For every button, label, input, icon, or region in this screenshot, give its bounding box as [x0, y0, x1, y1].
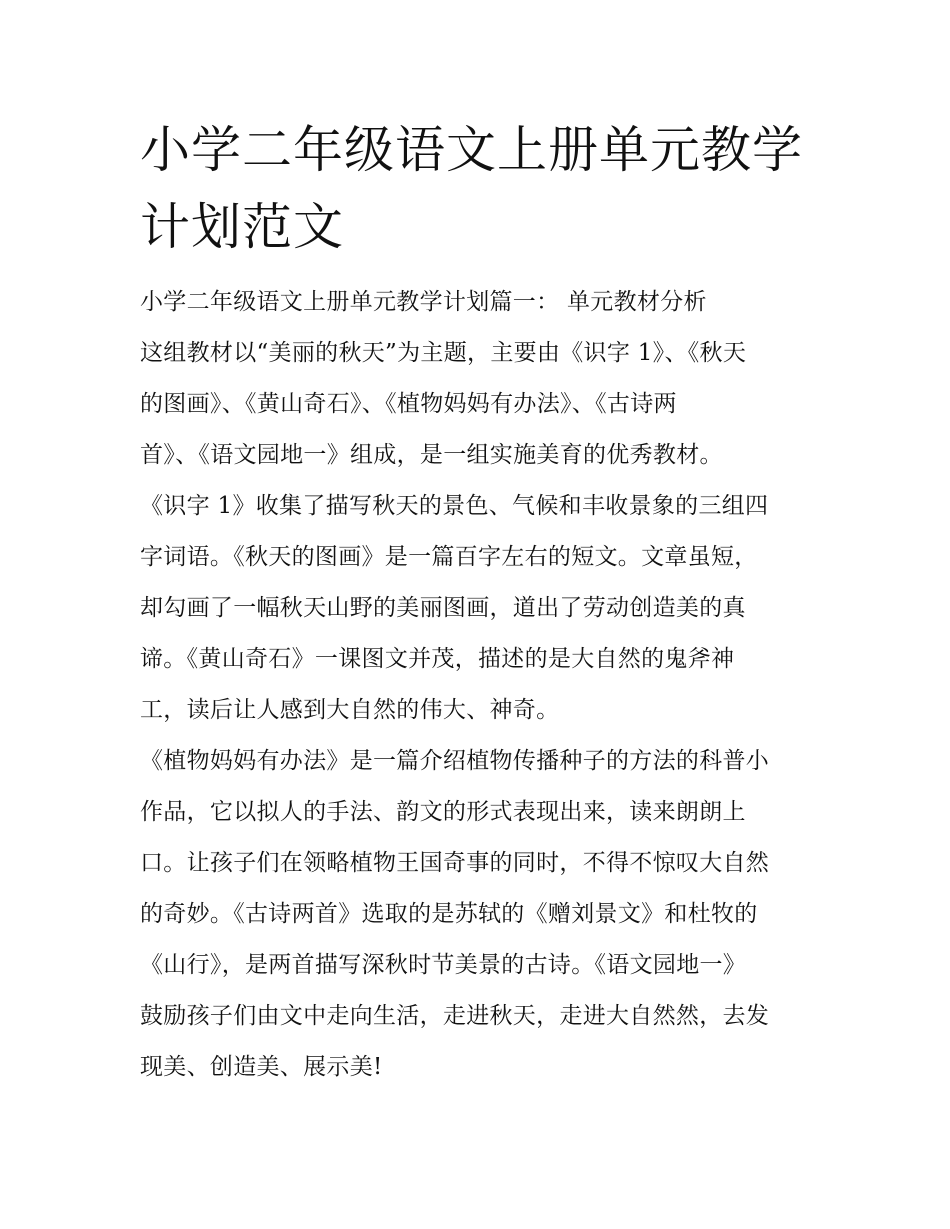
title-line: 计划范文 — [140, 198, 344, 256]
body-line: 口。让孩子们在领略植物王国奇事的同时，不得不惊叹大自然 — [140, 850, 770, 876]
document-body — [140, 277, 820, 1093]
body-line: 《山行》，是两首描写深秋时节美景的古诗。《语文园地一》 — [140, 952, 747, 978]
body-line: 鼓励孩子们由文中走向生活，走进秋天，走进大自然然，去发 — [140, 1003, 770, 1029]
title-line: 小学二年级语文上册单元教学 — [140, 121, 803, 179]
body-line-section-heading: 小学二年级语文上册单元教学计划篇一： 单元教材分析 — [140, 289, 707, 315]
body-line: 却勾画了一幅秋天山野的美丽图画，道出了劳动创造美的真 — [140, 595, 746, 621]
body-line: 工，读后让人感到大自然的伟大、神奇。 — [140, 697, 560, 723]
body-line: 《识字 1》收集了描写秋天的景色、气候和丰收景象的三组四 — [140, 493, 769, 519]
body-line: 现美、创造美、展示美! — [140, 1054, 383, 1080]
body-line: 作品，它以拟人的手法、韵文的形式表现出来，读来朗朗上 — [140, 799, 746, 825]
body-line: 字词语。《秋天的图画》是一篇百字左右的短文。文章虽短， — [140, 544, 758, 570]
body-line: 的图画》、《黄山奇石》、《植物妈妈有办法》、《古诗两 — [140, 391, 677, 417]
body-line: 首》、《语文园地一》组成，是一组实施美育的优秀教材。 — [140, 442, 723, 468]
body-line: 的奇妙。《古诗两首》选取的是苏轼的《赠刘景文》和杜牧的 — [140, 901, 758, 927]
document-title — [140, 112, 820, 266]
body-line: 《植物妈妈有办法》是一篇介绍植物传播种子的方法的科普小 — [140, 748, 770, 774]
body-line: 谛。《黄山奇石》一课图文并茂，描述的是大自然的鬼斧神 — [140, 646, 735, 672]
body-line: 这组教材以“美丽的秋天”为主题，主要由《识字 1》、《秋天 — [140, 340, 747, 366]
